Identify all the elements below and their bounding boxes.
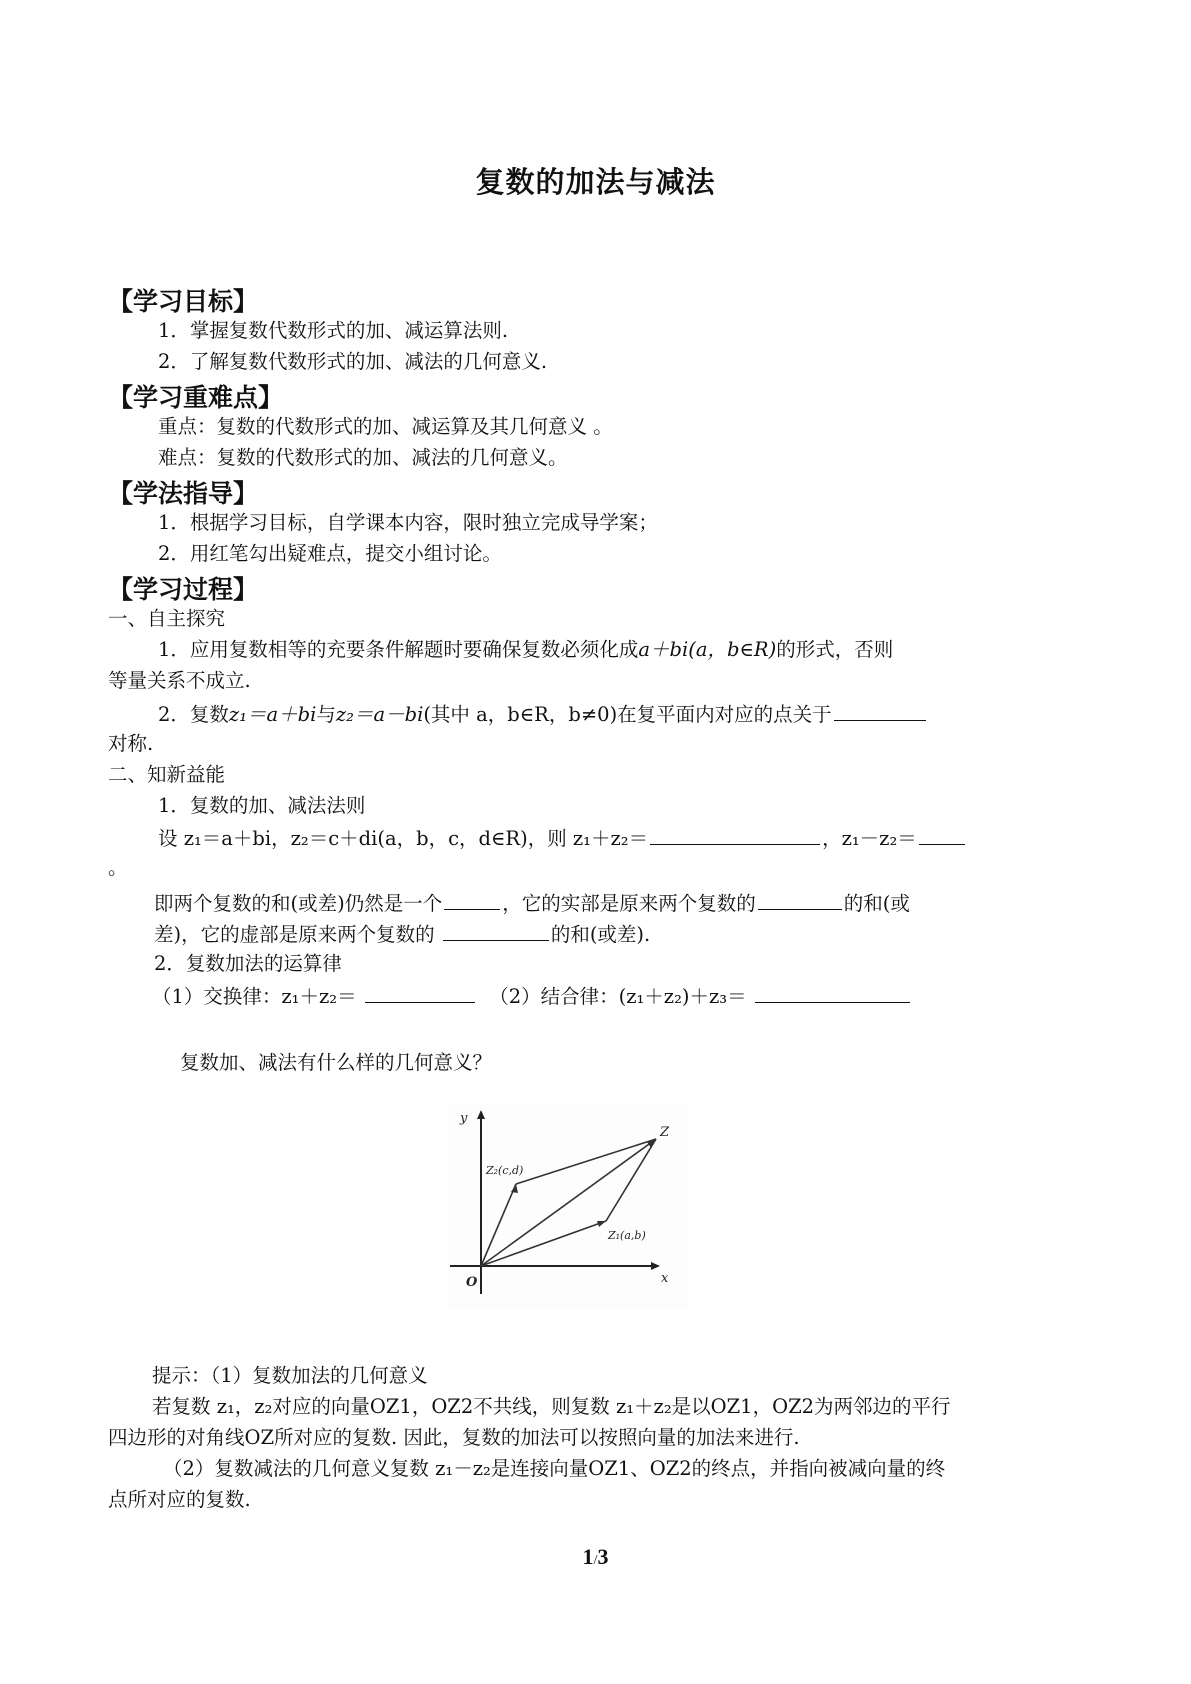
page-title: 复数的加法与减法: [475, 165, 716, 199]
focus-text: 重点：复数的代数形式的加、减运算及其几何意义 。: [158, 415, 613, 438]
part1-item2-line1: 2．复数z₁＝a＋bi与z₂＝a－bi(其中 a，b∈R，b≠0)在复平面内对应的点关于: [158, 700, 928, 728]
part1-title: 一、自主探究: [108, 607, 226, 630]
imag-part-blank[interactable]: [443, 920, 549, 941]
section-heading-process: 【学习过程】: [108, 575, 259, 604]
result-type-blank[interactable]: [444, 889, 500, 910]
parallelogram-figure: [448, 1104, 688, 1309]
section-heading-method: 【学法指导】: [108, 479, 259, 508]
vector-addition-diagram: [448, 1104, 688, 1309]
goal-item: 2．了解复数代数形式的加、减法的几何意义.: [158, 350, 548, 373]
law-title: 2．复数加法的运算律: [154, 952, 342, 975]
x-axis-label: x: [661, 1271, 669, 1286]
goal-item: 1．掌握复数代数形式的加、减运算法则.: [158, 319, 509, 342]
associative-blank[interactable]: [755, 982, 910, 1003]
meaning-line1: 即两个复数的和(或差)仍然是一个 ，它的实部是原来两个复数的 的和(或: [154, 889, 910, 917]
section-heading-key-points: 【学习重难点】: [108, 383, 284, 412]
page-number: 1/3: [582, 1544, 609, 1569]
z-label: Z: [660, 1125, 670, 1140]
z1-label: Z₁(a,b): [608, 1229, 646, 1242]
geometry-question: 复数加、减法有什么样的几何意义？: [180, 1051, 493, 1074]
difficulty-text: 难点：复数的代数形式的加、减法的几何意义。: [158, 446, 568, 469]
part2-title: 二、知新益能: [108, 763, 226, 786]
y-axis-label: y: [460, 1111, 468, 1126]
hint-p2-line2: 点所对应的复数.: [108, 1488, 251, 1511]
difference-blank[interactable]: [919, 824, 965, 845]
origin-label: O: [466, 1275, 478, 1290]
hint-p1-line1: 若复数 z₁，z₂对应的向量OZ1，OZ2不共线，则复数 z₁＋z₂是以OZ1，OZ2为两邻边的平行: [152, 1395, 951, 1418]
z2-label: Z₂(c,d): [486, 1164, 524, 1177]
rule-end: 。: [108, 856, 128, 879]
meaning-line2: 差)，它的虚部是原来两个复数的 的和(或差).: [154, 920, 650, 948]
part1-item1-line1: 1．应用复数相等的充要条件解题时要确保复数必须化成a＋bi(a，b∈R)的形式，否则: [158, 638, 894, 661]
answer-blank[interactable]: [834, 700, 926, 721]
commutative-blank[interactable]: [365, 982, 475, 1003]
method-item: 2．用红笔勾出疑难点，提交小组讨论。: [158, 542, 502, 565]
hint-p1-line2: 四边形的对角线OZ所对应的复数. 因此，复数的加法可以按照向量的加法来进行.: [108, 1426, 800, 1449]
part1-item2-line2: 对称.: [108, 732, 154, 755]
method-item: 1．根据学习目标，自学课本内容，限时独立完成导学案；: [158, 511, 658, 534]
law-line: （1）交换律：z₁＋z₂＝ （2）结合律：(z₁＋z₂)＋z₃＝: [152, 982, 912, 1010]
hint-p2-line1: （2）复数减法的几何意义复数 z₁－z₂是连接向量OZ1、OZ2的终点，并指向被减向量的终: [163, 1457, 946, 1480]
part1-item1-line2: 等量关系不成立.: [108, 669, 251, 692]
hint-title: 提示：（1）复数加法的几何意义: [152, 1364, 428, 1387]
real-part-blank[interactable]: [758, 889, 842, 910]
section-heading-goals: 【学习目标】: [108, 287, 259, 316]
sum-blank[interactable]: [650, 824, 820, 845]
rule-title: 1．复数的加、减法法则: [158, 794, 366, 817]
rule-line: 设 z₁＝a＋bi，z₂＝c＋di(a，b，c，d∈R)，则 z₁＋z₂＝ ，z₁－z₂＝: [158, 824, 967, 852]
